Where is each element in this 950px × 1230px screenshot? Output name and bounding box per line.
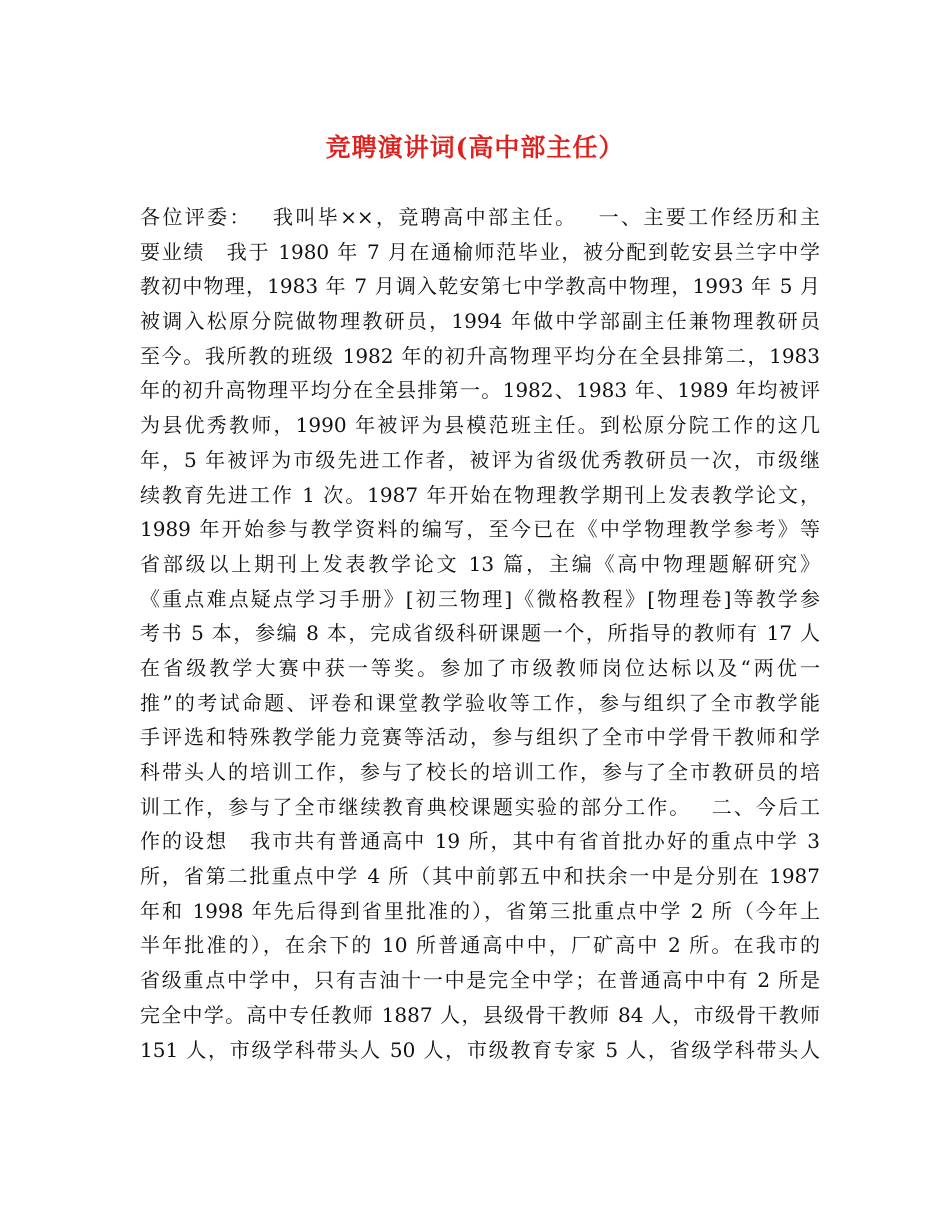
body-line: 手评选和特殊教学能力竞赛等活动，参与组织了全市中学骨干教师和学	[140, 725, 820, 750]
body-line: 作的设想 我市共有普通高中 19 所，其中有省首批办好的重点中学 3	[140, 829, 820, 854]
body-line: 至今。我所教的班级 1982 年的初升高物理平均分在全县排第二，1983	[140, 343, 820, 368]
body-line: 年的初升高物理平均分在全县排第一。1982、1983 年、1989 年均被评	[140, 378, 820, 403]
body-line: 在省级教学大赛中获一等奖。参加了市级教师岗位达标以及“两优一	[140, 655, 820, 680]
document-body	[140, 200, 820, 1067]
body-line: 年和 1998 年先后得到省里批准的），省第三批重点中学 2 所（今年上	[140, 898, 820, 923]
body-line: 科带头人的培训工作，参与了校长的培训工作，参与了全市教研员的培	[140, 760, 820, 784]
body-line: 151 人，市级学科带头人 50 人，市级教育专家 5 人，省级学科带头人	[140, 1037, 820, 1062]
body-line: 所，省第二批重点中学 4 所（其中前郭五中和扶余一中是分别在 1987	[140, 864, 820, 889]
body-line: 省级重点中学中，只有吉油十一中是完全中学；在普通高中中有 2 所是	[140, 968, 820, 993]
body-line: 教初中物理，1983 年 7 月调入乾安第七中学教高中物理，1993 年 5 月	[140, 274, 820, 299]
body-line: 半年批准的），在余下的 10 所普通高中中，厂矿高中 2 所。在我市的	[140, 933, 820, 958]
body-line: 考书 5 本，参编 8 本，完成省级科研课题一个，所指导的教师有 17 人	[140, 621, 820, 646]
document-title: 竞聘演讲词(高中部主任）	[325, 133, 625, 162]
body-line: 推”的考试命题、评卷和课堂教学验收等工作，参与组织了全市教学能	[140, 690, 820, 715]
body-line: 续教育先进工作 1 次。1987 年开始在物理教学期刊上发表教学论文，	[140, 482, 820, 507]
body-line: 训工作，参与了全市继续教育典校课题实验的部分工作。 二、今后工	[140, 794, 820, 819]
body-line: 《重点难点疑点学习手册》[初三物理]《微格教程》[物理卷]等教学参	[140, 586, 820, 611]
body-line: 1989 年开始参与教学资料的编写，至今已在《中学物理教学参考》等	[140, 517, 820, 542]
body-line: 为县优秀教师，1990 年被评为县模范班主任。到松原分院工作的这几	[140, 413, 820, 438]
body-line: 年，5 年被评为市级先进工作者，被评为省级优秀教研员一次，市级继	[140, 447, 820, 472]
body-line: 各位评委： 我叫毕××，竞聘高中部主任。 一、主要工作经历和主	[140, 205, 820, 229]
body-line: 完全中学。高中专任教师 1887 人，县级骨干教师 84 人，市级骨干教师	[140, 1002, 820, 1027]
body-line: 要业绩 我于 1980 年 7 月在通榆师范毕业，被分配到乾安县兰字中学	[140, 239, 820, 264]
body-line: 被调入松原分院做物理教研员，1994 年做中学部副主任兼物理教研员	[140, 309, 820, 334]
body-line: 省部级以上期刊上发表教学论文 13 篇，主编《高中物理题解研究》	[140, 551, 820, 576]
